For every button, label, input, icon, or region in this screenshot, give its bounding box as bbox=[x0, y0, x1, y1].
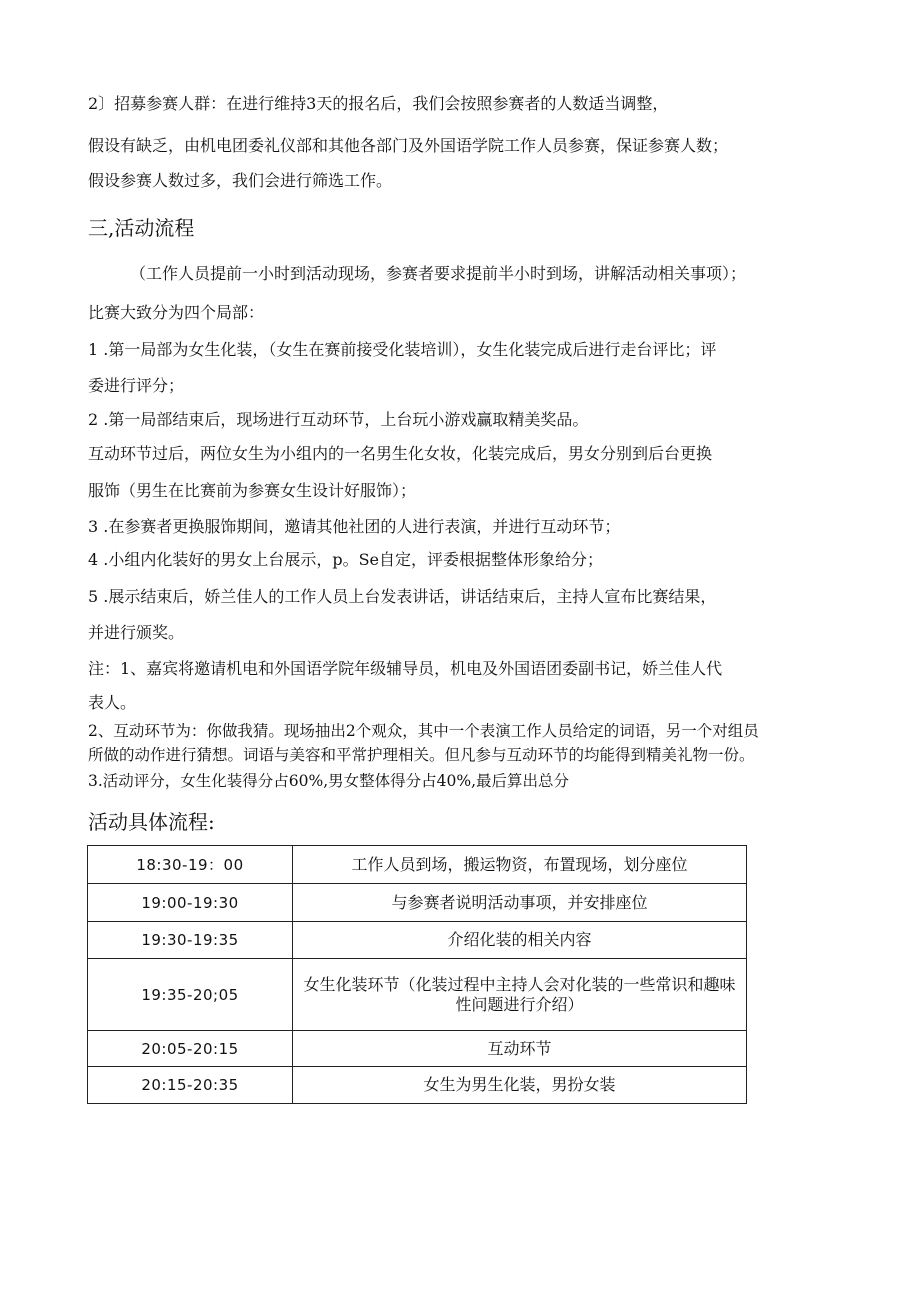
competition-intro: 比赛大致分为四个局部： bbox=[88, 303, 265, 322]
note-3: 3.活动评分，女生化装得分占60%,男女整体得分占40%,最后算出总分 bbox=[88, 772, 570, 790]
staff-arrival-note: （工作人员提前一小时到活动现场，参赛者要求提前半小时到场，讲解活动相关事项）； bbox=[130, 264, 747, 283]
activity-cell: 工作人员到场，搬运物资，布置现场，划分座位 bbox=[293, 846, 747, 884]
recruit-line-1: 2〕招募参赛人群：在进行维持3天的报名后，我们会按照参赛者的人数适当调整， bbox=[88, 94, 669, 113]
activity-cell: 与参赛者说明活动事项，并安排座位 bbox=[293, 884, 747, 922]
table-row bbox=[88, 959, 747, 1031]
time-cell: 19:00-19:30 bbox=[88, 884, 293, 922]
item-2: 2 .第一局部结束后，现场进行互动环节，上台玩小游戏赢取精美奖品。 bbox=[88, 410, 589, 429]
recruit-line-2: 假设有缺乏，由机电团委礼仪部和其他各部门及外国语学院工作人员参赛，保证参赛人数； bbox=[88, 136, 729, 155]
section-heading-activity-flow: 三,活动流程 bbox=[88, 216, 195, 240]
table-row bbox=[88, 922, 747, 959]
activity-cell: 女生为男生化装，男扮女装 bbox=[293, 1067, 747, 1104]
table-row bbox=[88, 884, 747, 922]
time-cell: 18:30-19：00 bbox=[88, 846, 293, 884]
table-row bbox=[88, 846, 747, 884]
time-cell: 20:05-20:15 bbox=[88, 1031, 293, 1067]
schedule-table bbox=[87, 845, 747, 1104]
table-row bbox=[88, 1031, 747, 1067]
note-2-line-2: 所做的动作进行猜想。词语与美容和平常护理相关。但凡参与互动环节的均能得到精美礼物一份。 bbox=[88, 746, 755, 764]
item-5-line-2: 并进行颁奖。 bbox=[88, 623, 185, 642]
note-2-line-1: 2、互动环节为：你做我猜。现场抽出2个观众，其中一个表演工作人员给定的词语，另一个对组员 bbox=[88, 722, 759, 740]
activity-cell: 互动环节 bbox=[293, 1031, 747, 1067]
item-1-line-1: 1 .第一局部为女生化装，（女生在赛前接受化装培训），女生化装完成后进行走台评比；评 bbox=[88, 340, 717, 359]
activity-cell: 介绍化装的相关内容 bbox=[293, 922, 747, 959]
recruit-line-3: 假设参赛人数过多，我们会进行筛选工作。 bbox=[88, 171, 393, 190]
item-4: 4 .小组内化装好的男女上台展示，p。Se自定，评委根据整体形象给分； bbox=[88, 550, 604, 569]
schedule-heading: 活动具体流程: bbox=[88, 810, 215, 834]
note-1-line-2: 表人。 bbox=[88, 693, 137, 712]
item-3: 3 .在参赛者更换服饰期间，邀请其他社团的人进行表演，并进行互动环节； bbox=[88, 517, 621, 536]
time-cell: 20:15-20:35 bbox=[88, 1067, 293, 1104]
interaction-line-2: 服饰（男生在比赛前为参赛女生设计好服饰）； bbox=[88, 481, 417, 500]
table-row bbox=[88, 1067, 747, 1104]
interaction-line-1: 互动环节过后，两位女生为小组内的一名男生化女妆，化装完成后，男女分别到后台更换 bbox=[88, 444, 713, 463]
item-1-line-2: 委进行评分； bbox=[88, 376, 185, 395]
activity-cell: 女生化装环节（化装过程中主持人会对化装的一些常识和趣味性问题进行介绍） bbox=[293, 959, 747, 1031]
note-1-line-1: 注：1、嘉宾将邀请机电和外国语学院年级辅导员，机电及外国语团委副书记，娇兰佳人代 bbox=[88, 659, 723, 678]
time-cell: 19:30-19:35 bbox=[88, 922, 293, 959]
item-5-line-1: 5 .展示结束后，娇兰佳人的工作人员上台发表讲话，讲话结束后，主持人宣布比赛结果， bbox=[88, 587, 717, 606]
time-cell: 19:35-20;05 bbox=[88, 959, 293, 1031]
